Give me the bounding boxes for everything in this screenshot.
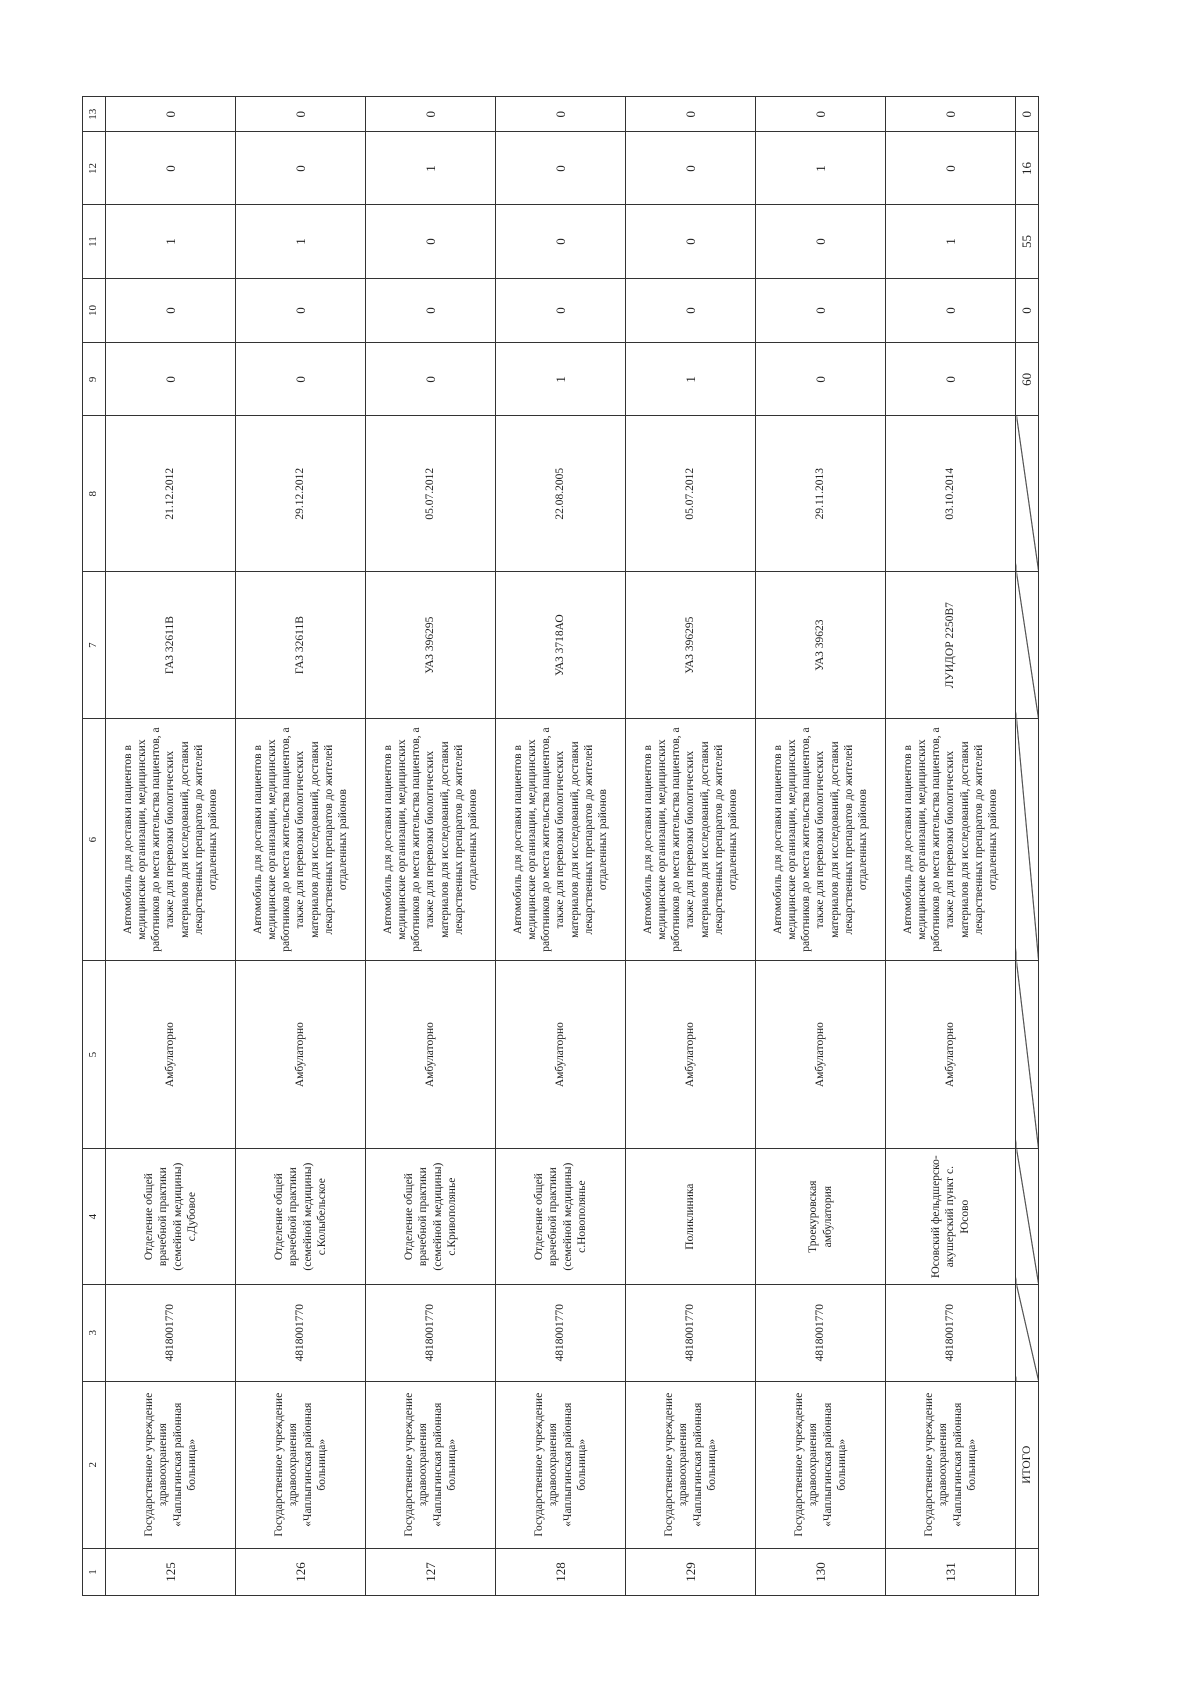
- care-type-cell: Амбулаторно: [626, 960, 756, 1149]
- column-number-cell: 1: [83, 1548, 106, 1595]
- col12-cell: 1: [756, 132, 886, 205]
- col12-cell: 0: [886, 132, 1016, 205]
- column-number-cell: 13: [83, 97, 106, 132]
- table-row: [886, 97, 1016, 1596]
- col12-cell: 0: [496, 132, 626, 205]
- table-row: [626, 97, 756, 1596]
- care-type-cell: Амбулаторно: [886, 960, 1016, 1149]
- table-body: [83, 97, 1039, 1596]
- organization-cell: Государственное учреждение здравоохранения «Чаплыгинская районная больница»: [756, 1381, 886, 1548]
- col10-cell: 0: [106, 278, 236, 343]
- col10-cell: 0: [366, 278, 496, 343]
- organization-cell: Государственное учреждение здравоохранения «Чаплыгинская районная больница»: [496, 1381, 626, 1548]
- purpose-cell: Автомобиль для доставки пациентов в медицинские организации, медицинских работников до места жительства пациентов, а также для перевозки биологических материалов для исследований, доставки лекарственных препаратов до жителей отдаленных районов: [366, 719, 496, 961]
- vehicle-model-cell: УАЗ 3718АО: [496, 571, 626, 718]
- date-cell: 05.07.2012: [626, 416, 756, 572]
- inn-cell: 4818001770: [236, 1284, 366, 1381]
- inn-cell: 4818001770: [366, 1284, 496, 1381]
- col9-cell: 0: [106, 343, 236, 416]
- column-number-cell: 7: [83, 571, 106, 718]
- inn-cell: 4818001770: [106, 1284, 236, 1381]
- organization-cell: Государственное учреждение здравоохранения «Чаплыгинская районная больница»: [366, 1381, 496, 1548]
- date-cell: 29.11.2013: [756, 416, 886, 572]
- col9-cell: 0: [886, 343, 1016, 416]
- col9-cell: 1: [626, 343, 756, 416]
- inn-cell: 4818001770: [626, 1284, 756, 1381]
- inn-cell: 4818001770: [496, 1284, 626, 1381]
- row-number-cell: 131: [886, 1548, 1016, 1595]
- total-c10-cell: 0: [1016, 278, 1039, 343]
- col13-cell: 0: [496, 97, 626, 132]
- care-type-cell: Амбулаторно: [496, 960, 626, 1149]
- inn-cell: 4818001770: [886, 1284, 1016, 1381]
- column-number-cell: 5: [83, 960, 106, 1149]
- total-c13-cell: 0: [1016, 97, 1039, 132]
- organization-cell: Государственное учреждение здравоохранения «Чаплыгинская районная больница»: [886, 1381, 1016, 1548]
- unit-cell: Юсовский фельдшерско-акушерский пункт с. Юсово: [886, 1149, 1016, 1285]
- col10-cell: 0: [496, 278, 626, 343]
- row-number-cell: 128: [496, 1548, 626, 1595]
- date-cell: 05.07.2012: [366, 416, 496, 572]
- total-diagonal-cell: [1016, 960, 1039, 1149]
- col12-cell: 0: [106, 132, 236, 205]
- col10-cell: 0: [236, 278, 366, 343]
- care-type-cell: Амбулаторно: [366, 960, 496, 1149]
- col11-cell: 1: [236, 205, 366, 278]
- table-row: [496, 97, 626, 1596]
- col13-cell: 0: [366, 97, 496, 132]
- total-diagonal-cell: [1016, 571, 1039, 718]
- inn-cell: 4818001770: [756, 1284, 886, 1381]
- vehicle-model-cell: ЛУИДОР 2250В7: [886, 571, 1016, 718]
- col13-cell: 0: [236, 97, 366, 132]
- total-c11-cell: 55: [1016, 205, 1039, 278]
- column-number-cell: 8: [83, 416, 106, 572]
- organization-cell: Государственное учреждение здравоохранения «Чаплыгинская районная больница»: [106, 1381, 236, 1548]
- unit-cell: Отделение общей врачебной практики (семейной медицины) с.Дубовое: [106, 1149, 236, 1285]
- row-number-cell: 129: [626, 1548, 756, 1595]
- col9-cell: 0: [756, 343, 886, 416]
- table-row: [236, 97, 366, 1596]
- table-row: [756, 97, 886, 1596]
- purpose-cell: Автомобиль для доставки пациентов в медицинские организации, медицинских работников до места жительства пациентов, а также для перевозки биологических материалов для исследований, доставки лекарственных препаратов до жителей отдаленных районов: [756, 719, 886, 961]
- care-type-cell: Амбулаторно: [756, 960, 886, 1149]
- column-number-cell: 3: [83, 1284, 106, 1381]
- column-number-cell: 4: [83, 1149, 106, 1285]
- col13-cell: 0: [626, 97, 756, 132]
- purpose-cell: Автомобиль для доставки пациентов в медицинские организации, медицинских работников до места жительства пациентов, а также для перевозки биологических материалов для исследований, доставки лекарственных препаратов до жителей отдаленных районов: [236, 719, 366, 961]
- vehicle-model-cell: УАЗ 396295: [626, 571, 756, 718]
- col13-cell: 0: [106, 97, 236, 132]
- col13-cell: 0: [756, 97, 886, 132]
- vehicle-model-cell: ГАЗ 32611В: [106, 571, 236, 718]
- vehicle-model-cell: УАЗ 39623: [756, 571, 886, 718]
- organization-cell: Государственное учреждение здравоохранения «Чаплыгинская районная больница»: [236, 1381, 366, 1548]
- unit-cell: Отделение общей врачебной практики (семейной медицины) с.Новополянье: [496, 1149, 626, 1285]
- purpose-cell: Автомобиль для доставки пациентов в медицинские организации, медицинских работников до места жительства пациентов, а также для перевозки биологических материалов для исследований, доставки лекарственных препаратов до жителей отдаленных районов: [106, 719, 236, 961]
- total-diagonal-cell: [1016, 719, 1039, 961]
- unit-cell: Отделение общей врачебной практики (семейной медицины) с.Кривополянье: [366, 1149, 496, 1285]
- row-number-cell: 127: [366, 1548, 496, 1595]
- care-type-cell: Амбулаторно: [236, 960, 366, 1149]
- column-number-cell: 11: [83, 205, 106, 278]
- unit-cell: Отделение общей врачебной практики (семейной медицины) с.Колыбельское: [236, 1149, 366, 1285]
- column-number-cell: 6: [83, 719, 106, 961]
- date-cell: 22.08.2005: [496, 416, 626, 572]
- row-number-cell: 130: [756, 1548, 886, 1595]
- unit-cell: Троекуровская амбулатория: [756, 1149, 886, 1285]
- total-c9-cell: 60: [1016, 343, 1039, 416]
- vehicle-table: [82, 96, 1039, 1596]
- care-type-cell: Амбулаторно: [106, 960, 236, 1149]
- date-cell: 21.12.2012: [106, 416, 236, 572]
- col9-cell: 0: [236, 343, 366, 416]
- column-number-cell: 12: [83, 132, 106, 205]
- column-number-cell: 10: [83, 278, 106, 343]
- col10-cell: 0: [626, 278, 756, 343]
- date-cell: 03.10.2014: [886, 416, 1016, 572]
- column-number-row: [83, 97, 106, 1596]
- col11-cell: 0: [756, 205, 886, 278]
- col12-cell: 1: [366, 132, 496, 205]
- col10-cell: 0: [756, 278, 886, 343]
- unit-cell: Поликлиника: [626, 1149, 756, 1285]
- purpose-cell: Автомобиль для доставки пациентов в медицинские организации, медицинских работников до места жительства пациентов, а также для перевозки биологических материалов для исследований, доставки лекарственных препаратов до жителей отдаленных районов: [496, 719, 626, 961]
- column-number-cell: 9: [83, 343, 106, 416]
- row-number-cell: 126: [236, 1548, 366, 1595]
- total-row: [1016, 97, 1039, 1596]
- total-label-cell: ИТОГО: [1016, 1381, 1039, 1548]
- purpose-cell: Автомобиль для доставки пациентов в медицинские организации, медицинских работников до места жительства пациентов, а также для перевозки биологических материалов для исследований, доставки лекарственных препаратов до жителей отдаленных районов: [886, 719, 1016, 961]
- col11-cell: 1: [886, 205, 1016, 278]
- rotated-table-wrapper: [82, 96, 1122, 1596]
- col11-cell: 1: [106, 205, 236, 278]
- col9-cell: 1: [496, 343, 626, 416]
- col12-cell: 0: [236, 132, 366, 205]
- col11-cell: 0: [496, 205, 626, 278]
- col11-cell: 0: [366, 205, 496, 278]
- col12-cell: 0: [626, 132, 756, 205]
- vehicle-model-cell: УАЗ 396295: [366, 571, 496, 718]
- vehicle-model-cell: ГАЗ 32611В: [236, 571, 366, 718]
- column-number-cell: 2: [83, 1381, 106, 1548]
- date-cell: 29.12.2012: [236, 416, 366, 572]
- row-number-cell: 125: [106, 1548, 236, 1595]
- col10-cell: 0: [886, 278, 1016, 343]
- col9-cell: 0: [366, 343, 496, 416]
- col11-cell: 0: [626, 205, 756, 278]
- table-row: [106, 97, 236, 1596]
- table-row: [366, 97, 496, 1596]
- col13-cell: 0: [886, 97, 1016, 132]
- total-diagonal-cell: [1016, 416, 1039, 572]
- purpose-cell: Автомобиль для доставки пациентов в медицинские организации, медицинских работников до места жительства пациентов, а также для перевозки биологических материалов для исследований, доставки лекарственных препаратов до жителей отдаленных районов: [626, 719, 756, 961]
- total-empty-cell: [1016, 1548, 1039, 1595]
- total-c12-cell: 16: [1016, 132, 1039, 205]
- total-diagonal-cell: [1016, 1149, 1039, 1285]
- organization-cell: Государственное учреждение здравоохранения «Чаплыгинская районная больница»: [626, 1381, 756, 1548]
- total-diagonal-cell: [1016, 1284, 1039, 1381]
